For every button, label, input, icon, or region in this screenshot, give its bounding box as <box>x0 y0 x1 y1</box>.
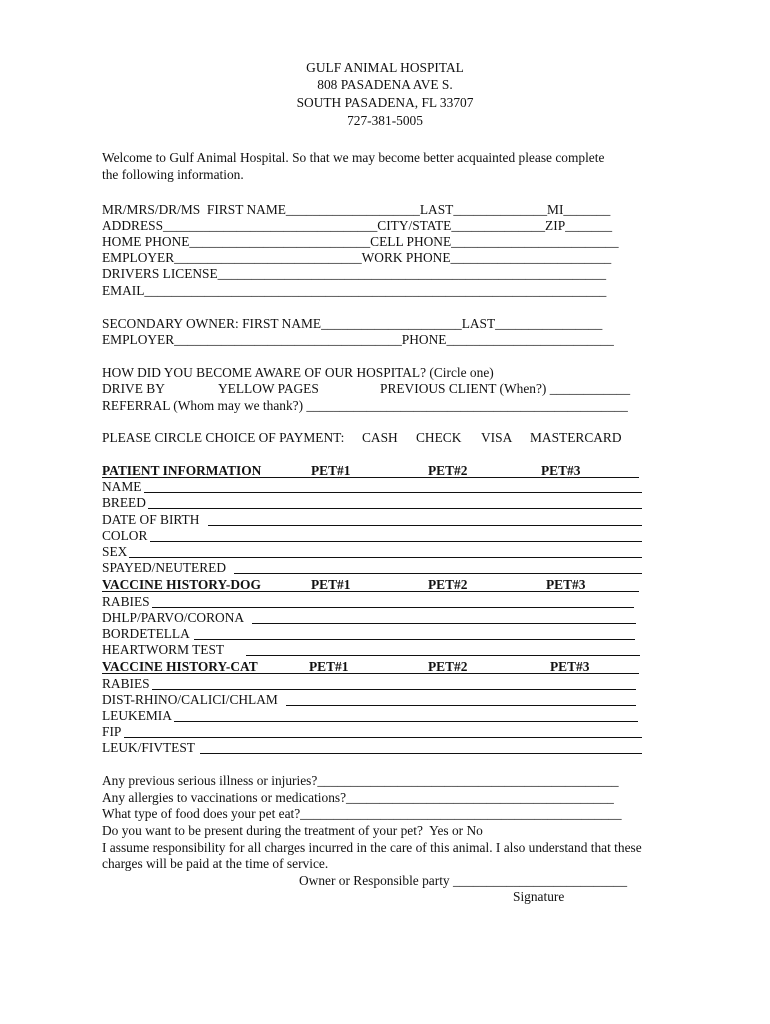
awareness-referral: REFERRAL (Whom may we thank?) ________________________________________________ <box>102 398 628 413</box>
field-label: DHLP/PARVO/CORONA <box>102 610 245 625</box>
field-label: HEARTWORM TEST <box>102 642 225 657</box>
payment-cash[interactable]: CASH <box>362 430 398 445</box>
dog-heartworm-field[interactable] <box>102 642 642 658</box>
blank-line <box>129 557 642 558</box>
blank-line <box>144 492 642 493</box>
owner-phone-row: HOME PHONE___________________________CELL PHONE_________________________ <box>102 234 619 249</box>
hospital-phone: 727-381-5005 <box>347 113 423 128</box>
cat-pet2: PET#2 <box>428 659 468 674</box>
responsibility-line-1: I assume responsibility for all charges incurred in the care of this animal. I also understand that these <box>102 840 642 855</box>
patient-heading-rule <box>102 477 639 478</box>
cat-pet3: PET#3 <box>550 659 590 674</box>
patient-dob-field[interactable] <box>102 512 642 528</box>
dog-bordetella-field[interactable] <box>102 626 642 642</box>
dog-pet3: PET#3 <box>546 577 586 592</box>
cat-distrhino-field[interactable] <box>102 692 642 708</box>
field-label: LEUKEMIA <box>102 708 172 723</box>
dog-dhlp-field[interactable] <box>102 610 642 626</box>
patient-sex-field[interactable] <box>102 544 642 560</box>
owner-name-row: MR/MRS/DR/MS FIRST NAME____________________LAST______________MI_______ <box>102 202 611 217</box>
patient-pet1: PET#1 <box>311 463 351 478</box>
cat-leukfiv-field[interactable] <box>102 740 642 756</box>
awareness-previous-client[interactable]: PREVIOUS CLIENT (When?) ____________ <box>380 381 631 396</box>
signature-label: Signature <box>513 889 565 904</box>
field-label: FIP <box>102 724 122 739</box>
awareness-question: HOW DID YOU BECOME AWARE OF OUR HOSPITAL? (Circle one) <box>102 365 494 380</box>
field-label: DIST-RHINO/CALICI/CHLAM <box>102 692 278 707</box>
payment-visa[interactable]: VISA <box>481 430 513 445</box>
field-label: RABIES <box>102 594 150 609</box>
cat-heading-rule <box>102 673 639 674</box>
secondary-name-row: SECONDARY OWNER: FIRST NAME_____________________LAST________________ <box>102 316 603 331</box>
owner-employer-row: EMPLOYER____________________________WORK PHONE________________________ <box>102 250 612 265</box>
payment-mastercard[interactable]: MASTERCARD <box>530 430 622 445</box>
field-label: SEX <box>102 544 128 559</box>
blank-line <box>194 639 635 640</box>
secondary-employer-row: EMPLOYER__________________________________PHONE_________________________ <box>102 332 614 347</box>
cat-rabies-field[interactable] <box>102 676 642 692</box>
blank-line <box>200 753 642 754</box>
blank-line <box>234 573 642 574</box>
field-label: DATE OF BIRTH <box>102 512 200 527</box>
intro-line-1: Welcome to Gulf Animal Hospital. So that we may become better acquainted please complete <box>102 150 605 165</box>
blank-line <box>148 508 642 509</box>
hospital-name: GULF ANIMAL HOSPITAL <box>306 60 464 75</box>
blank-line <box>252 623 636 624</box>
field-label: SPAYED/NEUTERED <box>102 560 227 575</box>
owner-email-row: EMAIL_____________________________________________________________________ <box>102 283 607 298</box>
blank-line <box>124 737 642 738</box>
blank-line <box>174 721 638 722</box>
dog-pet2: PET#2 <box>428 577 468 592</box>
awareness-yellow-pages[interactable]: YELLOW PAGES <box>218 381 319 396</box>
blank-line <box>246 655 640 656</box>
cat-fip-field[interactable] <box>102 724 642 740</box>
patient-pet2: PET#2 <box>428 463 468 478</box>
blank-line <box>208 525 642 526</box>
question-allergies: Any allergies to vaccinations or medications?________________________________________ <box>102 790 614 805</box>
dog-heading: VACCINE HISTORY-DOG <box>102 577 261 592</box>
question-present: Do you want to be present during the treatment of your pet? Yes or No <box>102 823 483 838</box>
hospital-address: 808 PASADENA AVE S. <box>317 77 453 92</box>
cat-pet1: PET#1 <box>309 659 349 674</box>
field-label: LEUK/FIVTEST <box>102 740 195 755</box>
blank-line <box>152 689 636 690</box>
patient-color-field[interactable] <box>102 528 642 544</box>
field-label: RABIES <box>102 676 150 691</box>
responsibility-line-2: charges will be paid at the time of service. <box>102 856 329 871</box>
question-food: What type of food does your pet eat?________________________________________________ <box>102 806 622 821</box>
patient-name-field[interactable] <box>102 479 642 495</box>
payment-check[interactable]: CHECK <box>416 430 462 445</box>
patient-pet3: PET#3 <box>541 463 581 478</box>
field-label: NAME <box>102 479 142 494</box>
blank-line <box>150 541 642 542</box>
cat-leukemia-field[interactable] <box>102 708 642 724</box>
payment-label: PLEASE CIRCLE CHOICE OF PAYMENT: <box>102 430 345 445</box>
intro-line-2: the following information. <box>102 167 244 182</box>
owner-license-row: DRIVERS LICENSE__________________________________________________________ <box>102 266 607 281</box>
blank-line <box>152 607 634 608</box>
question-illness: Any previous serious illness or injuries?_____________________________________________ <box>102 773 619 788</box>
patient-breed-field[interactable] <box>102 495 642 511</box>
awareness-drive-by[interactable]: DRIVE BY <box>102 381 165 396</box>
field-label: BORDETELLA <box>102 626 190 641</box>
field-label: BREED <box>102 495 146 510</box>
hospital-city: SOUTH PASADENA, FL 33707 <box>296 95 474 110</box>
field-label: COLOR <box>102 528 148 543</box>
dog-heading-rule <box>102 591 639 592</box>
cat-heading: VACCINE HISTORY-CAT <box>102 659 258 674</box>
dog-pet1: PET#1 <box>311 577 351 592</box>
owner-signature-line[interactable]: Owner or Responsible party __________________________ <box>299 873 628 888</box>
patient-heading: PATIENT INFORMATION <box>102 463 262 478</box>
patient-spayed-field[interactable] <box>102 560 642 576</box>
owner-address-row: ADDRESS________________________________CITY/STATE______________ZIP_______ <box>102 218 613 233</box>
dog-rabies-field[interactable] <box>102 594 642 610</box>
blank-line <box>286 705 636 706</box>
